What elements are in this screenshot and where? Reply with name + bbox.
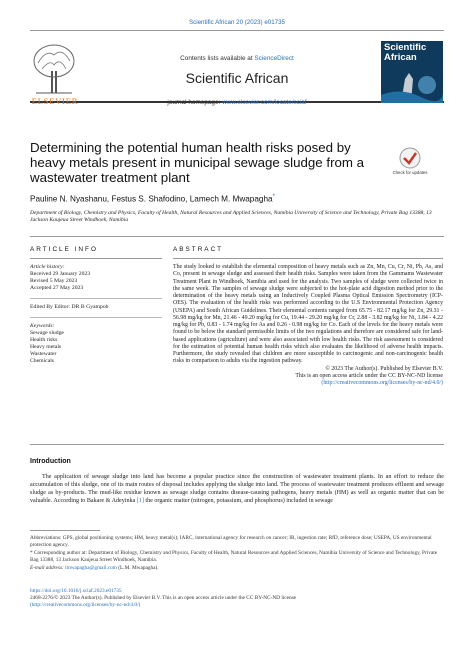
introduction-heading: Introduction [30, 458, 71, 465]
email-line [30, 565, 444, 572]
divider-abstract-bottom [30, 444, 444, 445]
bottom-license-link[interactable]: (http://creativecommons.org/licenses/by-nc-nd/4.0/) [30, 602, 141, 608]
keyword-item: Health risks [30, 337, 58, 343]
journal-name: Scientific African [185, 70, 289, 86]
article-title: Determining the potential human health risks posed by heavy metals present in municipal sewage sludge from a wastewater treatment plant [30, 140, 365, 185]
article-info-heading: ARTICLE INFO [30, 246, 98, 253]
history-accepted: Accepted 27 May 2023 [30, 285, 84, 291]
abstract-rule [173, 258, 443, 259]
abstract-license-line: This is an open access article under the CC BY-NC-ND license [295, 372, 443, 379]
issn-line: 2468-2276/© 2023 The Author(s). Published by Elsevier B.V. This is an open access article under the CC BY-NC-ND license [30, 595, 297, 601]
check-badge-label: Check for updates [392, 170, 428, 175]
footnotes [30, 535, 444, 572]
email-label: E-mail address: [30, 565, 66, 572]
elsevier-wordmark: ELSEVIER [31, 96, 79, 106]
abstract-license-link[interactable]: (http://creativecommons.org/licenses/by-nc-nd/4.0/) [321, 380, 443, 386]
intro-text-end: the organic matter (nitrogen, potassium, and phosphorus) included in sewage [143, 497, 333, 504]
affiliation: Department of Biology, Chemistry and Physics, Faculty of Health, Natural Resources and Applied Sciences, Namibia University of Science and Technology, Private Bag 13388, 13 Jackson Kaujeua Street Windhoek, Namibia [30, 210, 432, 223]
check-for-updates-badge[interactable] [391, 144, 429, 182]
divider-top [30, 236, 444, 237]
introduction-paragraph [30, 474, 444, 506]
abstract-text: The study looked to establish the elemental composition of heavy metals such as Zn, Mn, Cu, Cr, Ni, Pb, As, and Co, present in sewage sludge and assessed their health risks. Samples were taken from the Gammams Wastewater Treatment Plant in Windhoek, Namibia and used for the analysis. Two samples of sludge were collected twice in the same week. The samples of sewage sludge were subjected to the hot-plate acid digestion method prior to the determination of the heavy metals using an Inductively Coupled Plasma Optical Emission Spectrometry (ICP-OES). The evaluation of the health risks was performed according to the U.S Environmental Protection Agency (USEPA) and South African Guidelines. Their elemental contents ranged from 65.75 - 82.17 mg/kg for Zn, 29.31 - 56.98 mg/kg for Mn, 21.46 - 49.20 mg/kg for Cu, 19.44 - 29.20 mg/kg for Cr, 2.88 - 3.82 mg/kg for Ni, 1.84 - 4.22 mg/kg for Pb, 0.83 - 1.74 mg/kg for As and 0.26 - 0.98 mg/kg for Co. Each of the levels for the heavy metals were found to be below the standard permissible limits of the two regulations and therefore are considered safe for land-based applications (agriculture) and were also associated with low health risks. The risk assessment is considered for the estimation of potential human health risks which also evaluates the likelihood of adverse health impacts. Furthermore, the study revealed that children are more susceptible to carcinogenic and non-carcinogenic health risks in comparison to adults via the ingestion pathway. [173, 264, 443, 365]
reference-link[interactable]: [1] [136, 497, 144, 504]
editor-line: Edited By Editor: DR B Gyampoh [30, 304, 109, 310]
journal-citation[interactable]: Scientific African 20 (2023) e01735 [189, 19, 285, 26]
keyword-item: Sewage sludge [30, 330, 64, 336]
history-revised: Revised 5 May 2023 [30, 278, 78, 284]
keywords-label: Keywords: [30, 323, 55, 329]
history-label: Article history: [30, 264, 65, 270]
info-divider-2 [30, 317, 162, 318]
info-rule [30, 258, 162, 259]
contents-prefix: Contents lists available at [180, 55, 255, 62]
abstract [173, 264, 443, 387]
intro-text-start: The application of sewage sludge into land has become a popular practice since the construction of wastewater treatment plants. In an effort to reduce the accumulation of this sludge, one of its main routes of disposal includes applying the sludge into land. The process of wastewater treatment produces effluent and sewage sludge as by-products. The mud-like residue known as sewage sludge contains disease-causing pathogens, heavy metals (HM) as well as organic matter that can be valuable. According to Bakare & Adeyinka [30, 474, 444, 504]
history-received: Received 29 January 2023 [30, 271, 91, 277]
sciencedirect-link[interactable]: ScienceDirect [254, 55, 294, 62]
email-suffix: (L.M. Mwapagha). [116, 565, 159, 572]
info-divider [30, 298, 162, 299]
corresponding-author-mark[interactable]: * [272, 194, 275, 200]
keyword-item: Heavy metals [30, 344, 62, 350]
abstract-copyright: © 2023 The Author(s). Published by Elsevier B.V. [325, 365, 443, 372]
journal-cover [381, 41, 443, 103]
keyword-item: Wastewater [30, 351, 57, 357]
homepage-link[interactable]: www.elsevier.com/locate/sciaf [222, 99, 307, 106]
author-names: Pauline N. Nyashanu, Festus S. Shafodino, Lamech M. Mwapagha [30, 194, 273, 204]
doi-link[interactable]: https://doi.org/10.1016/j.sciaf.2023.e01735 [30, 588, 122, 594]
abstract-heading: ABSTRACT [173, 246, 224, 253]
article-info [30, 264, 162, 365]
cover-title: Scientific African [384, 42, 427, 63]
abbreviations-note: Abbreviations: GPS, global positioning systems; HM, heavy metal(s); IARC, international agency for research on cancer; IR, ingestion rate; RfD, reference dose; USEPA, US environmental protection agency. [30, 535, 432, 548]
bottom-info [30, 588, 444, 609]
homepage-prefix: journal homepage: [167, 99, 223, 106]
footnote-rule [30, 530, 100, 531]
author-list [30, 194, 444, 204]
keyword-item: Chemicals [30, 358, 55, 364]
email-link[interactable]: lmwapagha@gmail.com [65, 565, 117, 572]
corresponding-note: * Corresponding author at: Department of Biology, Chemistry and Physics, Faculty of Health, Natural Resources and Applied Sciences, Namibia University of Science and Technology, Private Bag 13388, 13 Jackson Kaujeua Street Windhoek, Namibia. [30, 550, 438, 563]
